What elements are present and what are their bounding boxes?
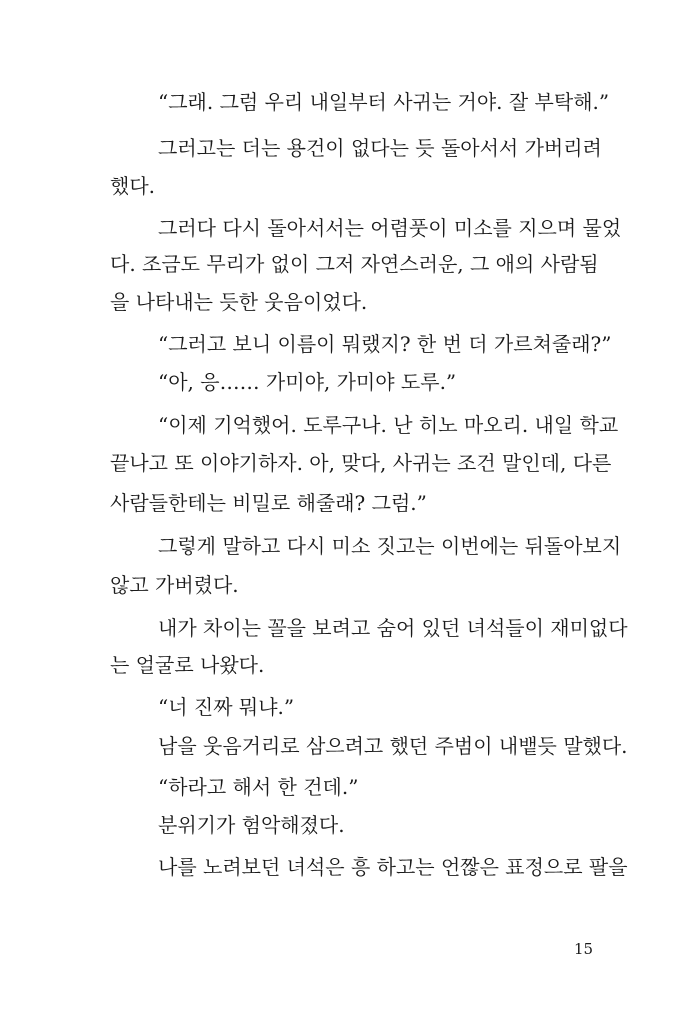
- text-line: “너 진짜 뭐냐.”: [158, 695, 295, 719]
- text-line: 그러다 다시 돌아서서는 어렴풋이 미소를 지으며 물었: [158, 216, 622, 240]
- text-line: “하라고 해서 한 건데.”: [158, 775, 359, 799]
- text-line: 내가 차이는 꼴을 보려고 숨어 있던 녀석들이 재미없다: [158, 616, 628, 640]
- text-line: 나를 노려보던 녀석은 흥 하고는 언짢은 표정으로 팔을: [158, 855, 628, 879]
- page-number: 15: [574, 940, 594, 958]
- text-line: 분위기가 험악해졌다.: [158, 813, 345, 837]
- text-line: 않고 가버렸다.: [110, 573, 239, 597]
- text-line: 는 얼굴로 나왔다.: [110, 653, 265, 677]
- text-line: “그러고 보니 이름이 뭐랬지? 한 번 더 가르쳐줄래?”: [158, 332, 612, 356]
- text-line: “그래. 그럼 우리 내일부터 사귀는 거야. 잘 부탁해.”: [158, 90, 610, 114]
- text-line: 사람들한테는 비밀로 해줄래? 그럼.”: [110, 491, 427, 515]
- text-line: “아, 응…… 가미야, 가미야 도루.”: [158, 370, 457, 394]
- text-line: 다. 조금도 무리가 없이 그저 자연스러운, 그 애의 사람됨: [110, 252, 599, 276]
- text-line: 그러고는 더는 용건이 없다는 듯 돌아서서 가버리려: [158, 136, 602, 160]
- text-line: 을 나타내는 듯한 웃음이었다.: [110, 290, 368, 314]
- text-line: “이제 기억했어. 도루구나. 난 히노 마오리. 내일 학교: [158, 413, 619, 437]
- text-line: 했다.: [110, 174, 155, 198]
- text-line: 남을 웃음거리로 삼으려고 했던 주범이 내뱉듯 말했다.: [158, 734, 628, 758]
- text-line: 끝나고 또 이야기하자. 아, 맞다, 사귀는 조건 말인데, 다른: [110, 451, 612, 475]
- text-line: 그렇게 말하고 다시 미소 짓고는 이번에는 뒤돌아보지: [158, 534, 622, 558]
